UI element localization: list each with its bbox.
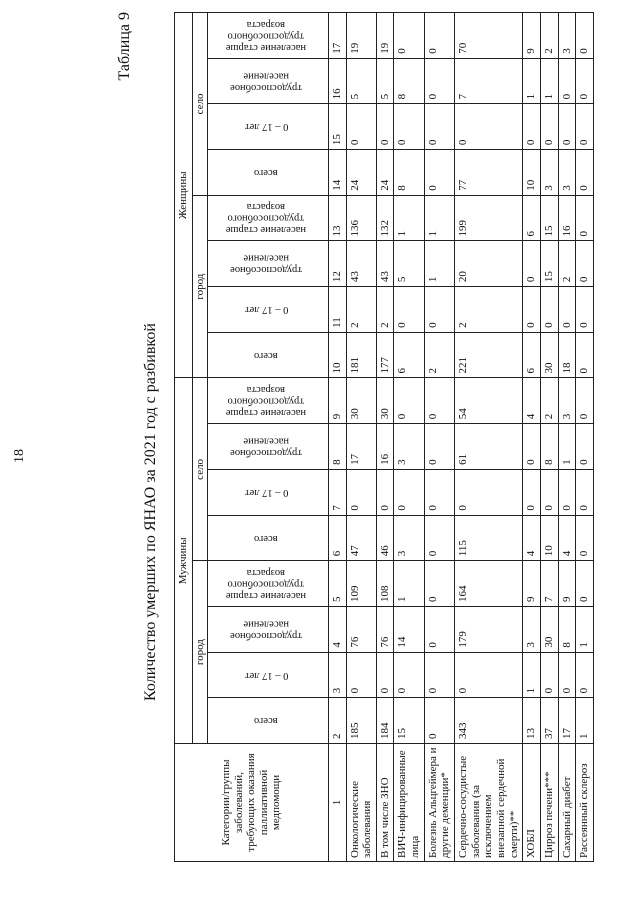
column-number: 11 xyxy=(328,287,346,333)
header-women-village: село xyxy=(192,13,208,196)
subheader-women-city-over-working-age xyxy=(208,195,329,241)
table-cell: 0 xyxy=(576,104,594,150)
table-row xyxy=(455,13,523,862)
subheader-label: всего xyxy=(254,532,279,544)
row-category-label: В том числе ЗНО xyxy=(376,744,394,862)
table-cell: 0 xyxy=(576,515,594,561)
table-cell: 2 xyxy=(455,287,523,333)
table-cell: 0 xyxy=(576,58,594,104)
subheader-women-village-working-age xyxy=(208,58,329,104)
table-cell: 0 xyxy=(523,241,541,287)
header-women: Женщины xyxy=(175,13,193,379)
table-cell: 0 xyxy=(576,561,594,607)
table-row xyxy=(540,13,558,862)
table-cell: 76 xyxy=(376,606,394,652)
table-cell: 0 xyxy=(424,561,454,607)
column-number: 1 xyxy=(328,744,346,862)
subheader-label: 0 – 17 лет xyxy=(244,121,288,133)
table-cell: 0 xyxy=(424,287,454,333)
table-cell: 8 xyxy=(540,424,558,470)
header-row-sex xyxy=(175,13,193,862)
table-cell: 5 xyxy=(376,58,394,104)
table-cell: 1 xyxy=(424,195,454,241)
table-cell: 2 xyxy=(346,287,376,333)
header-women-city: город xyxy=(192,195,208,378)
table-cell: 0 xyxy=(346,469,376,515)
subheader-label: 0 – 17 лет xyxy=(244,669,288,681)
table-cell: 3 xyxy=(523,606,541,652)
table-cell: 14 xyxy=(394,606,424,652)
table-cell: 0 xyxy=(424,13,454,59)
table-cell: 0 xyxy=(576,195,594,241)
table-cell: 132 xyxy=(376,195,394,241)
table-cell: 30 xyxy=(540,606,558,652)
table-cell: 7 xyxy=(455,58,523,104)
table-cell: 43 xyxy=(346,241,376,287)
table-cell: 0 xyxy=(455,652,523,698)
table-cell: 0 xyxy=(540,287,558,333)
table-cell: 24 xyxy=(346,150,376,196)
table-cell: 54 xyxy=(455,378,523,424)
subheader-men-city-over-working-age xyxy=(208,561,329,607)
column-number: 9 xyxy=(328,378,346,424)
table-cell: 2 xyxy=(540,378,558,424)
table-cell: 70 xyxy=(455,13,523,59)
table-cell: 0 xyxy=(394,104,424,150)
table-cell: 0 xyxy=(394,13,424,59)
table-cell: 0 xyxy=(558,104,576,150)
table-cell: 3 xyxy=(558,150,576,196)
table-cell: 15 xyxy=(394,698,424,744)
table-cell: 47 xyxy=(346,515,376,561)
table-cell: 0 xyxy=(424,606,454,652)
subheader-men-village-total xyxy=(208,515,329,561)
table-cell: 1 xyxy=(523,58,541,104)
table-cell: 6 xyxy=(394,332,424,378)
table-cell: 0 xyxy=(394,378,424,424)
table-cell: 17 xyxy=(558,698,576,744)
table-cell: 24 xyxy=(376,150,394,196)
subheader-label: население старше трудоспособного возраста xyxy=(226,201,307,236)
header-category: Категории/группы заболеваний, требующих оказания паллиативной медпомощи xyxy=(175,744,329,862)
table-cell: 16 xyxy=(558,195,576,241)
table-cell: 1 xyxy=(576,698,594,744)
table-cell: 0 xyxy=(424,104,454,150)
table-cell: 0 xyxy=(424,652,454,698)
table-cell: 0 xyxy=(455,469,523,515)
table-row xyxy=(523,13,541,862)
table-cell: 8 xyxy=(558,606,576,652)
table-cell: 177 xyxy=(376,332,394,378)
table-cell: 0 xyxy=(576,13,594,59)
table-cell: 109 xyxy=(346,561,376,607)
table-cell: 3 xyxy=(558,13,576,59)
table-label: Таблица 9 xyxy=(116,12,133,81)
table-cell: 0 xyxy=(576,469,594,515)
table-cell: 0 xyxy=(394,287,424,333)
table-cell: 30 xyxy=(346,378,376,424)
table-cell: 115 xyxy=(455,515,523,561)
table-cell: 15 xyxy=(540,241,558,287)
table-cell: 0 xyxy=(523,104,541,150)
table-cell: 108 xyxy=(376,561,394,607)
subheader-label: всего xyxy=(254,167,279,179)
table-cell: 0 xyxy=(376,469,394,515)
row-category-label: Рассеянный склероз xyxy=(576,744,594,862)
table-row xyxy=(424,13,454,862)
table-cell: 0 xyxy=(523,469,541,515)
subheader-women-village-age-0-17 xyxy=(208,104,329,150)
subheader-label: население старше трудоспособного возраста xyxy=(226,566,307,601)
title-line xyxy=(116,12,168,862)
table-cell: 181 xyxy=(346,332,376,378)
table-cell: 3 xyxy=(394,424,424,470)
table-cell: 199 xyxy=(455,195,523,241)
table-cell: 6 xyxy=(523,195,541,241)
table-cell: 5 xyxy=(346,58,376,104)
column-number: 10 xyxy=(328,332,346,378)
table-cell: 19 xyxy=(376,13,394,59)
table-cell: 0 xyxy=(394,652,424,698)
column-number: 2 xyxy=(328,698,346,744)
table-cell: 4 xyxy=(523,515,541,561)
column-number: 4 xyxy=(328,606,346,652)
column-number: 16 xyxy=(328,58,346,104)
subheader-women-city-age-0-17 xyxy=(208,287,329,333)
table-cell: 2 xyxy=(376,287,394,333)
table-cell: 46 xyxy=(376,515,394,561)
table-cell: 3 xyxy=(394,515,424,561)
table-cell: 0 xyxy=(424,424,454,470)
subheader-label: всего xyxy=(254,349,279,361)
subheader-label: трудоспособное население xyxy=(230,70,303,93)
table-cell: 0 xyxy=(540,469,558,515)
table-cell: 76 xyxy=(346,606,376,652)
table-cell: 15 xyxy=(540,195,558,241)
subheader-women-city-working-age xyxy=(208,241,329,287)
header-row-subcolumns xyxy=(208,13,329,862)
table-cell: 0 xyxy=(523,287,541,333)
subheader-label: всего xyxy=(254,715,279,727)
table-cell: 1 xyxy=(558,424,576,470)
table-cell: 0 xyxy=(558,652,576,698)
table-row xyxy=(394,13,424,862)
table-cell: 1 xyxy=(424,241,454,287)
subheader-label: трудоспособное население xyxy=(230,618,303,641)
table-cell: 1 xyxy=(540,58,558,104)
header-men-village: село xyxy=(192,378,208,561)
mortality-table xyxy=(174,12,594,862)
table-cell: 0 xyxy=(523,424,541,470)
table-row xyxy=(558,13,576,862)
table-cell: 4 xyxy=(558,515,576,561)
subheader-men-village-age-0-17 xyxy=(208,469,329,515)
table-cell: 0 xyxy=(376,652,394,698)
table-cell: 43 xyxy=(376,241,394,287)
table-cell: 179 xyxy=(455,606,523,652)
table-cell: 0 xyxy=(576,332,594,378)
table-row xyxy=(576,13,594,862)
table-cell: 0 xyxy=(455,104,523,150)
table-cell: 30 xyxy=(376,378,394,424)
table-cell: 3 xyxy=(540,150,558,196)
row-category-label: Сахарный диабет xyxy=(558,744,576,862)
subheader-label: 0 – 17 лет xyxy=(244,487,288,498)
table-cell: 343 xyxy=(455,698,523,744)
row-category-label: Цирроз печени*** xyxy=(540,744,558,862)
table-cell: 8 xyxy=(394,58,424,104)
table-cell: 77 xyxy=(455,150,523,196)
table-cell: 0 xyxy=(424,515,454,561)
table-cell: 10 xyxy=(523,150,541,196)
subheader-label: трудоспособное население xyxy=(230,435,303,459)
header-men: Мужчины xyxy=(175,378,193,744)
table-cell: 1 xyxy=(576,606,594,652)
column-number: 12 xyxy=(328,241,346,287)
table-cell: 0 xyxy=(558,469,576,515)
table-cell: 30 xyxy=(540,332,558,378)
table-cell: 17 xyxy=(346,424,376,470)
column-number: 13 xyxy=(328,195,346,241)
table-cell: 0 xyxy=(540,104,558,150)
subheader-women-city-total xyxy=(208,332,329,378)
table-cell: 20 xyxy=(455,241,523,287)
table-cell: 2 xyxy=(424,332,454,378)
table-cell: 0 xyxy=(576,652,594,698)
table-cell: 0 xyxy=(424,58,454,104)
table-cell: 0 xyxy=(424,469,454,515)
table-cell: 2 xyxy=(558,241,576,287)
table-cell: 37 xyxy=(540,698,558,744)
table-cell: 0 xyxy=(558,58,576,104)
table-cell: 13 xyxy=(523,698,541,744)
document-title: Количество умерших по ЯНАО за 2021 год с разбивкой xyxy=(142,323,159,701)
table-cell: 9 xyxy=(558,561,576,607)
column-number: 17 xyxy=(328,13,346,59)
header-row-column-numbers xyxy=(328,13,346,862)
table-cell: 0 xyxy=(424,378,454,424)
row-category-label: ВИЧ-инфицированные лица xyxy=(394,744,424,862)
column-number: 5 xyxy=(328,561,346,607)
table-row xyxy=(346,13,376,862)
table-cell: 19 xyxy=(346,13,376,59)
table-cell: 8 xyxy=(394,150,424,196)
table-cell: 61 xyxy=(455,424,523,470)
row-category-label: ХОБЛ xyxy=(523,744,541,862)
subheader-women-village-total xyxy=(208,150,329,196)
table-row xyxy=(376,13,394,862)
table-cell: 164 xyxy=(455,561,523,607)
table-cell: 3 xyxy=(558,378,576,424)
table-cell: 136 xyxy=(346,195,376,241)
column-number: 3 xyxy=(328,652,346,698)
subheader-men-city-working-age xyxy=(208,606,329,652)
table-cell: 1 xyxy=(523,652,541,698)
header-row-location xyxy=(192,13,208,862)
table-cell: 0 xyxy=(576,424,594,470)
row-category-label: Болезнь Альцгеймера и другие деменции* xyxy=(424,744,454,862)
page-number: 18 xyxy=(12,449,27,463)
table-cell: 1 xyxy=(394,561,424,607)
subheader-men-village-working-age xyxy=(208,424,329,470)
table-cell: 0 xyxy=(576,150,594,196)
column-number: 15 xyxy=(328,104,346,150)
table-cell: 6 xyxy=(523,332,541,378)
table-cell: 9 xyxy=(523,561,541,607)
table-cell: 0 xyxy=(376,104,394,150)
header-men-city: город xyxy=(192,561,208,744)
column-number: 6 xyxy=(328,515,346,561)
table-cell: 10 xyxy=(540,515,558,561)
table-cell: 2 xyxy=(540,13,558,59)
table-cell: 9 xyxy=(523,13,541,59)
table-cell: 0 xyxy=(576,378,594,424)
table-cell: 221 xyxy=(455,332,523,378)
table-cell: 0 xyxy=(424,698,454,744)
column-number: 14 xyxy=(328,150,346,196)
subheader-label: 0 – 17 лет xyxy=(244,304,288,316)
subheader-men-village-over-working-age xyxy=(208,378,329,424)
table-cell: 0 xyxy=(576,241,594,287)
table-cell: 184 xyxy=(376,698,394,744)
rotated-page-content xyxy=(116,12,624,862)
subheader-women-village-over-working-age xyxy=(208,13,329,59)
column-number: 7 xyxy=(328,469,346,515)
column-number: 8 xyxy=(328,424,346,470)
table-cell: 0 xyxy=(540,652,558,698)
row-category-label: Онкологические заболевания xyxy=(346,744,376,862)
table-cell: 0 xyxy=(346,652,376,698)
table-cell: 0 xyxy=(558,287,576,333)
table-cell: 0 xyxy=(394,469,424,515)
subheader-label: трудоспособное население xyxy=(230,252,303,276)
table-body xyxy=(346,13,593,862)
table-cell: 0 xyxy=(424,150,454,196)
table-cell: 4 xyxy=(523,378,541,424)
table-cell: 1 xyxy=(394,195,424,241)
subheader-men-city-age-0-17 xyxy=(208,652,329,698)
row-category-label: Сердечно-сосудистые заболевания (за исключением внезапной сердечной смерти)** xyxy=(455,744,523,862)
table-cell: 5 xyxy=(394,241,424,287)
table-cell: 16 xyxy=(376,424,394,470)
subheader-men-city-total xyxy=(208,698,329,744)
table-cell: 185 xyxy=(346,698,376,744)
subheader-label: население старше трудоспособного возраста xyxy=(226,384,307,419)
table-cell: 0 xyxy=(576,287,594,333)
subheader-label: население старше трудоспособного возраста xyxy=(226,18,307,53)
table-cell: 18 xyxy=(558,332,576,378)
table-cell: 0 xyxy=(346,104,376,150)
table-cell: 7 xyxy=(540,561,558,607)
